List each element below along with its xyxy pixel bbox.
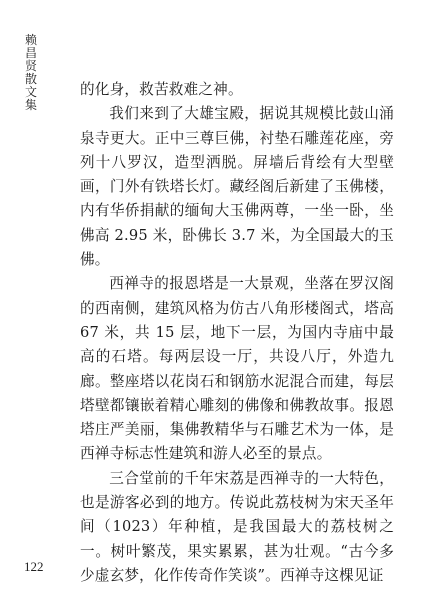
- page-number: 122: [24, 559, 44, 574]
- paragraph-song-lychee: 三合堂前的千年宋荔是西禅寺的一大特色，也是游客必到的地方。传说此荔枝树为宋天圣年间（1023）年种植，是我国最大的荔枝树之一。树叶繁茂，果实累累，甚为壮观。“古今多少虚玄梦，化作传奇作笑谈”。西禅寺这棵见证: [80, 469, 394, 584]
- paragraph-baoen-pagoda: 西禅寺的报恩塔是一大景观，坐落在罗汉阁的西南侧，建筑风格为仿古八角形楼阁式，塔高 67 米，共 15 层，地下一层，为国内寺庙中最高的石塔。每两层设一厅，共设八厅，外造九廊。整座塔以花岗石和钢筋水泥混合而建，每层塔壁都镶嵌着精心雕刻的佛像和佛教故事。报恩塔庄严美丽，集佛教精华与石雕艺术为一体，是西禅寺标志性建筑和游人必至的景点。: [80, 275, 394, 463]
- running-head: 赖昌贤散文集: [24, 33, 37, 112]
- paragraph-continued: 的化身，救苦救难之神。: [80, 81, 243, 98]
- page-body: [80, 78, 394, 588]
- paragraph-daxiong-hall: 我们来到了大雄宝殿，据说其规模比鼓山涌泉寺更大。正中三尊巨佛，衬垫石雕莲花座，旁列十八罗汉，造型洒脱。屏墙后背绘有大型壁画，门外有铁塔长灯。藏经阁后新建了玉佛楼，内有华侨捐献的缅甸大玉佛两尊，一坐一卧，坐佛高 2.95 米，卧佛长 3.7 米，为全国最大的玉佛。: [80, 105, 394, 269]
